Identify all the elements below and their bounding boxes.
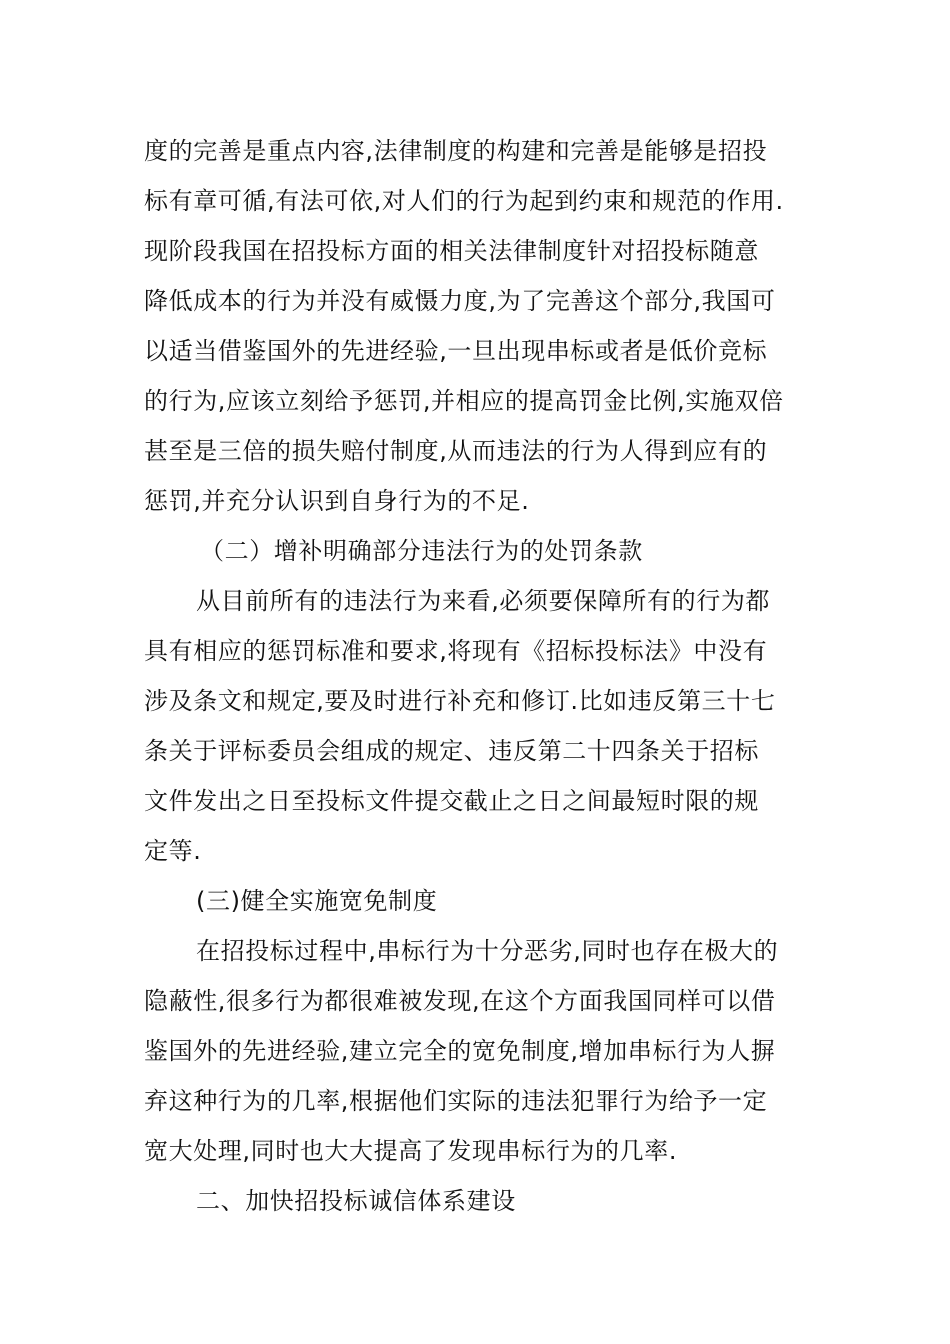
paragraph-line: 文件发出之日至投标文件提交截止之日之间最短时限的规 <box>144 787 759 815</box>
paragraph-line: 降低成本的行为并没有威慑力度,为了完善这个部分,我国可 <box>144 287 776 315</box>
subheading-2: （二）增补明确部分违法行为的处罚条款 <box>200 537 643 565</box>
paragraph-line: 在招投标过程中,串标行为十分恶劣,同时也存在极大的 <box>196 937 779 965</box>
paragraph-line: 鉴国外的先进经验,建立完全的宽免制度,增加串标行为人摒 <box>144 1037 776 1065</box>
paragraph-line: 涉及条文和规定,要及时进行补充和修订.比如违反第三十七 <box>144 687 776 715</box>
paragraph-line: 宽大处理,同时也大大提高了发现串标行为的几率. <box>144 1137 678 1165</box>
section-heading: 二、加快招投标诚信体系建设 <box>196 1187 516 1215</box>
paragraph-line: 的行为,应该立刻给予惩罚,并相应的提高罚金比例,实施双倍 <box>144 387 784 415</box>
paragraph-line: 度的完善是重点内容,法律制度的构建和完善是能够是招投 <box>144 137 768 165</box>
paragraph-line: 标有章可循,有法可依,对人们的行为起到约束和规范的作用. <box>144 187 784 215</box>
paragraph-line: 弃这种行为的几率,根据他们实际的违法犯罪行为给予一定 <box>144 1087 768 1115</box>
paragraph-line: 现阶段我国在招投标方面的相关法律制度针对招投标随意 <box>144 237 759 265</box>
paragraph-line: 甚至是三倍的损失赔付制度,从而违法的行为人得到应有的 <box>144 437 768 465</box>
paragraph-line: 从目前所有的违法行为来看,必须要保障所有的行为都 <box>196 587 771 615</box>
paragraph-line: 定等. <box>144 837 202 865</box>
subheading-3: (三)健全实施宽免制度 <box>196 887 438 915</box>
paragraph-line: 条关于评标委员会组成的规定、违反第二十四条关于招标 <box>144 737 759 765</box>
paragraph-line: 具有相应的惩罚标准和要求,将现有《招标投标法》中没有 <box>144 637 768 665</box>
paragraph-line: 惩罚,并充分认识到自身行为的不足. <box>144 487 530 515</box>
paragraph-line: 以适当借鉴国外的先进经验,一旦出现串标或者是低价竞标 <box>144 337 768 365</box>
paragraph-line: 隐蔽性,很多行为都很难被发现,在这个方面我国同样可以借 <box>144 987 776 1015</box>
